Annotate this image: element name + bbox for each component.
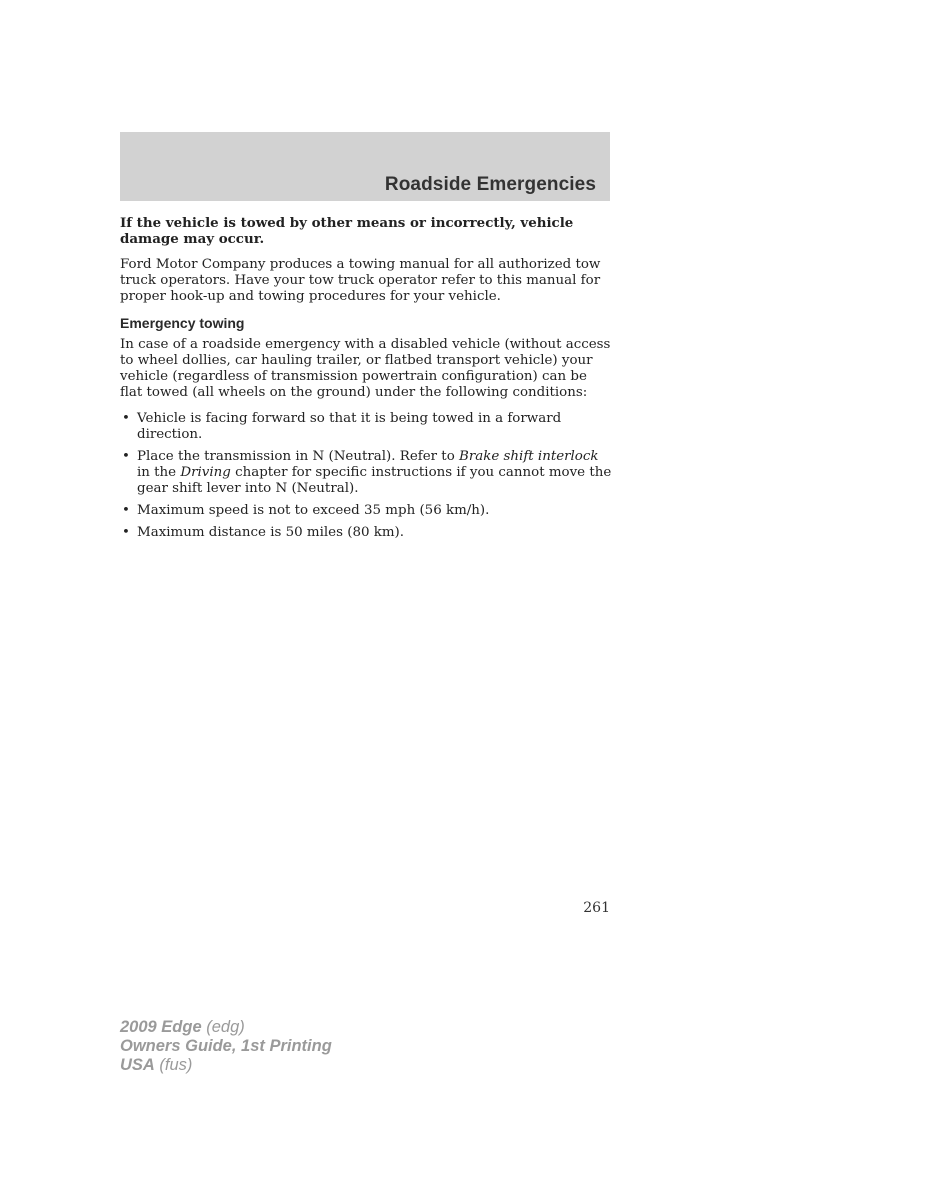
footer-market-code: (fus) xyxy=(154,1056,193,1074)
footer-line-market xyxy=(120,1056,332,1075)
section-paragraph: In case of a roadside emergency with a disabled vehicle (without access to wheel dollies, car hauling trailer, or flatbed transport vehicle) your vehicle (regardless of transmission powertrain configuration) can be flat towed (all wheels on the ground) under the following conditions: xyxy=(120,337,611,400)
footer-line-model xyxy=(120,1018,332,1037)
bullet-icon: • xyxy=(122,503,130,518)
list-item xyxy=(120,449,612,497)
list-item xyxy=(120,411,612,443)
footer-model-code: (edg) xyxy=(201,1018,245,1036)
document-footer xyxy=(120,1018,332,1075)
cross-reference-brake-shift-interlock: Brake shift interlock xyxy=(459,449,599,464)
conditions-list xyxy=(120,411,612,541)
footer-printing: Owners Guide, 1st Printing xyxy=(120,1037,332,1055)
chapter-title: Roadside Emergencies xyxy=(384,174,596,195)
page-content xyxy=(120,215,612,547)
page-number: 261 xyxy=(583,900,610,916)
warning-text: If the vehicle is towed by other means or incorrectly, vehicle damage may occur. xyxy=(120,215,574,247)
list-item xyxy=(120,503,612,519)
list-item-text: Maximum distance is 50 miles (80 km). xyxy=(137,525,405,540)
footer-market: USA xyxy=(120,1056,155,1074)
bullet-icon: • xyxy=(122,411,130,426)
cross-reference-driving-chapter: Driving xyxy=(180,465,231,480)
bullet-icon: • xyxy=(122,525,130,540)
list-item-text: in the xyxy=(137,465,181,480)
footer-model: 2009 Edge xyxy=(120,1018,202,1036)
section-heading: Emergency towing xyxy=(120,315,245,331)
intro-paragraph: Ford Motor Company produces a towing manual for all authorized tow truck operators. Have your tow truck operator refer to this manual for proper hook-up and towing procedures for your vehicle. xyxy=(120,257,601,304)
list-item-text: Maximum speed is not to exceed 35 mph (56 km/h). xyxy=(137,503,490,518)
list-item-text: chapter for specific instructions if you cannot move the gear shift lever into N (Neutral). xyxy=(137,465,612,496)
list-item-text: Place the transmission in N (Neutral). Refer to xyxy=(137,449,460,464)
list-item-text: Vehicle is facing forward so that it is being towed in a forward direction. xyxy=(137,411,562,442)
chapter-header-band xyxy=(120,132,610,201)
list-item xyxy=(120,525,612,541)
bullet-icon: • xyxy=(122,449,130,464)
